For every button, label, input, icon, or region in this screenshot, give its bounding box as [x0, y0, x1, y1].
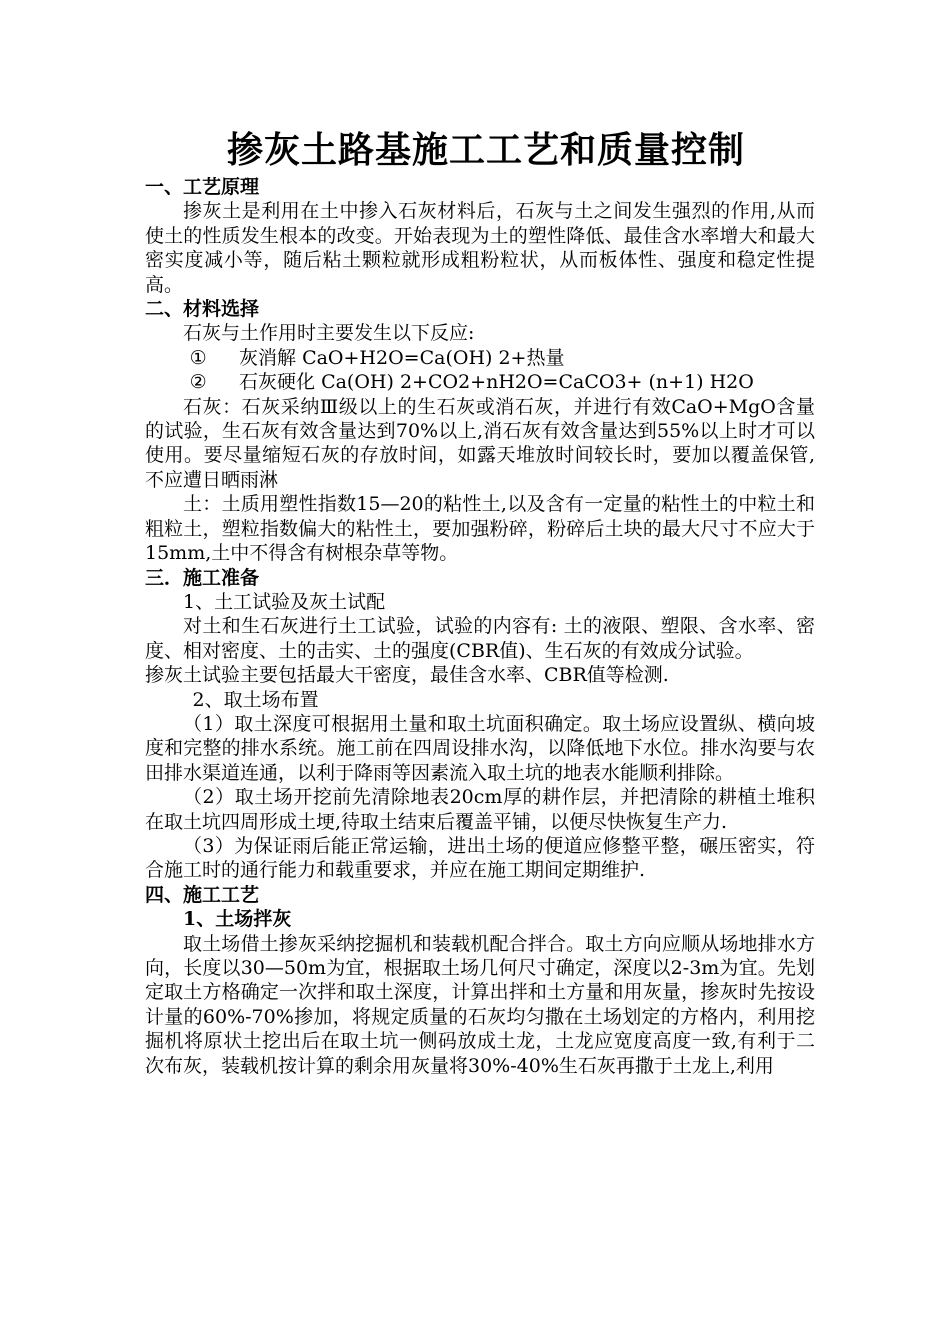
section-heading-process: 四、施工工艺 — [145, 883, 260, 906]
document-body — [145, 125, 815, 1078]
paragraph-lime-soil-test: 掺灰土试验主要包括最大干密度，最佳含水率、CBR值等检测. — [145, 664, 669, 687]
paragraph-soil: 土：土质用塑性指数15—20的粘性土,以及含有一定量的粘性土的中粒土和粗粒土，塑粒指数偏大的粘性土，要加强粉碎，粉碎后土块的最大尺寸不应大于15mm,土中不得含有树根杂草等物。 — [145, 493, 815, 565]
reaction-item-2 — [145, 370, 815, 394]
document-title: 掺灰土路基施工工艺和质量控制 — [226, 129, 745, 171]
paragraph-borrow-item-2: （2）取土场开挖前先清除地表20cm厚的耕作层，并把清除的耕植土堆积在取土坑四周形成土埂,待取土结束后覆盖平铺，以便尽快恢复生产力. — [145, 786, 815, 833]
reaction-item-1 — [145, 346, 815, 370]
subheading-borrow-pit: 2、取土场布置 — [192, 688, 319, 711]
section-heading-principle: 一、工艺原理 — [145, 176, 260, 198]
subheading-soil-test: 1、土工试验及灰土试配 — [183, 590, 386, 613]
paragraph-borrow-item-3: （3）为保证雨后能正常运输，进出土场的便道应修整平整，碾压密实，符合施工时的通行能力和载重要求，并应在施工期间定期维护. — [145, 834, 815, 882]
paragraph-lime: 石灰：石灰采纳Ⅲ级以上的生石灰或消石灰，并进行有效CaO+MgO含量的试验，生石灰有效含量达到70%以上,消石灰有效含量达到55%以上时才可以使用。要尽量缩短石灰的存放时间，如露天堆放时间较长时，要加以覆盖保管,不应遭日晒雨淋 — [145, 395, 815, 491]
reaction-marker-1: ① — [189, 346, 207, 369]
paragraph-borrow-item-1: （1）取土深度可根据用土量和取土坑面积确定。取土场应设置纵、横向坡度和完整的排水系统。施工前在四周设排水沟，以降低地下水位。排水沟要与农田排水渠道连通，以利于降雨等因素流入取土坑的地表水能顺利排除。 — [145, 712, 815, 784]
reaction-marker-2: ② — [189, 371, 207, 394]
section-heading-preparation: 三．施工准备 — [145, 566, 260, 589]
section-heading-materials: 二、材料选择 — [145, 298, 260, 321]
paragraph-soil-test: 对土和生石灰进行土工试验，试验的内容有: 土的液限、塑限、含水率、密度、相对密度、土的击实、土的强度(CBR值)、生石灰的有效成分试验。 — [145, 615, 815, 662]
reaction-text-1: 灰消解 CaO+H2O=Ca(OH) 2+热量 — [239, 346, 565, 369]
reaction-text-2: 石灰硬化 Ca(OH) 2+CO2+nH2O=CaCO3+ (n+1) H2O — [239, 371, 754, 394]
paragraph-field-mixing: 取土场借土掺灰采纳挖掘机和装载机配合拌合。取土方向应顺从场地排水方向，长度以30—50m为宜，根据取土场几何尺寸确定，深度以2-3m为宜。先划定取土方格确定一次拌和取土深度，计算出拌和土方量和用灰量，掺灰时先按设计量的60%-70%掺加，将规定质量的石灰均匀撒在土场划定的方格内，利用挖掘机将原状土挖出后在取土坑一侧码放成土龙，土龙应宽度高度一致,有利于二次布灰，装载机按计算的剩余用灰量将30%-40%生石灰再撒于土龙上,利用 — [145, 932, 815, 1077]
paragraph-reaction-intro: 石灰与土作用时主要发生以下反应: — [183, 322, 475, 345]
subheading-field-mixing: 1、土场拌灰 — [183, 908, 292, 931]
paragraph-principle: 掺灰土是利用在土中掺入石灰材料后，石灰与土之间发生强烈的作用,从而使土的性质发生根本的改变。开始表现为土的塑性降低、最佳含水率增大和最大密实度减小等，随后粘土颗粒就形成粗粉粒状，从而板体性、强度和稳定性提高。 — [145, 200, 815, 296]
